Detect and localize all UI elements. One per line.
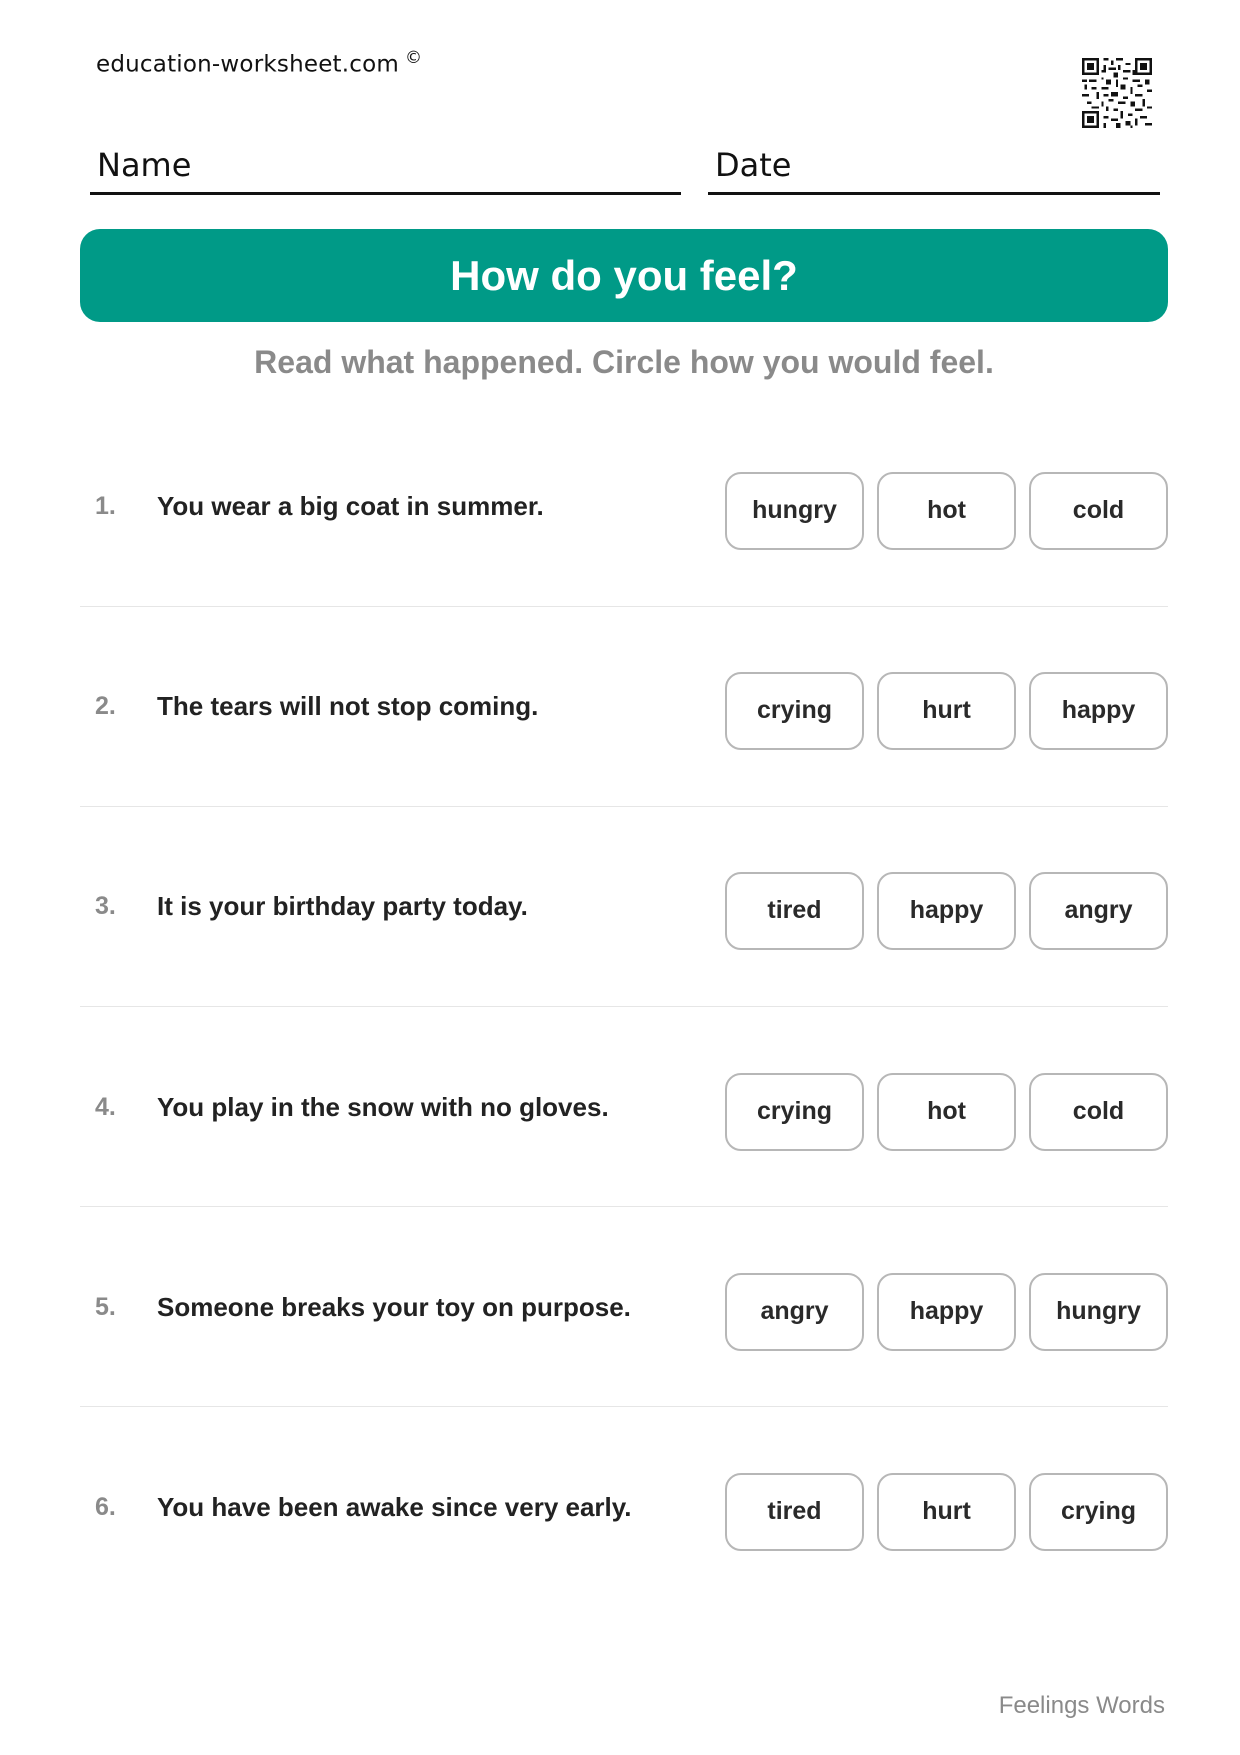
question-number: 4. (95, 1093, 116, 1121)
option-group (725, 1273, 1168, 1351)
option-button[interactable]: crying (725, 672, 864, 750)
option-button[interactable]: crying (1029, 1473, 1168, 1551)
option-button[interactable]: happy (877, 872, 1016, 950)
option-button[interactable]: happy (1029, 672, 1168, 750)
question-text: You have been awake since very early. (157, 1492, 632, 1522)
question-text: You play in the snow with no gloves. (157, 1092, 609, 1122)
option-button[interactable]: tired (725, 872, 864, 950)
question-number: 3. (95, 892, 116, 920)
option-group (725, 472, 1168, 550)
question-row-1 (80, 406, 1168, 607)
option-button[interactable]: hungry (725, 472, 864, 550)
question-text: It is your birthday party today. (157, 891, 528, 921)
title-banner: How do you feel? (80, 229, 1168, 322)
option-button[interactable]: angry (725, 1273, 864, 1351)
name-field[interactable] (90, 140, 681, 195)
option-button[interactable]: hurt (877, 1473, 1016, 1551)
qr-code-icon (1082, 58, 1152, 128)
option-button[interactable]: crying (725, 1073, 864, 1151)
site-name (96, 48, 422, 78)
copyright-symbol: © (405, 48, 423, 68)
site-url: education-worksheet.com (96, 51, 399, 78)
option-button[interactable]: hungry (1029, 1273, 1168, 1351)
question-text: Someone breaks your toy on purpose. (157, 1292, 631, 1322)
option-group (725, 872, 1168, 950)
question-row-6 (80, 1407, 1168, 1608)
option-button[interactable]: cold (1029, 472, 1168, 550)
question-row-2 (80, 606, 1168, 807)
instructions: Read what happened. Circle how you would feel. (254, 344, 994, 380)
option-button[interactable]: happy (877, 1273, 1016, 1351)
option-button[interactable]: hurt (877, 672, 1016, 750)
option-group (725, 672, 1168, 750)
question-row-4 (80, 1007, 1168, 1208)
date-field[interactable] (708, 140, 1160, 195)
question-text: You wear a big coat in summer. (157, 491, 544, 521)
option-group (725, 1073, 1168, 1151)
option-group (725, 1473, 1168, 1551)
question-row-5 (80, 1207, 1168, 1408)
name-label: Name (97, 146, 192, 184)
option-button[interactable]: cold (1029, 1073, 1168, 1151)
question-text: The tears will not stop coming. (157, 691, 539, 721)
option-button[interactable]: hot (877, 1073, 1016, 1151)
date-label: Date (715, 146, 792, 184)
question-number: 1. (95, 492, 116, 520)
option-button[interactable]: tired (725, 1473, 864, 1551)
question-number: 5. (95, 1293, 116, 1321)
footer-topic: Feelings Words (998, 1692, 1165, 1719)
question-number: 6. (95, 1493, 116, 1521)
option-button[interactable]: hot (877, 472, 1016, 550)
question-number: 2. (95, 692, 116, 720)
question-row-3 (80, 806, 1168, 1007)
option-button[interactable]: angry (1029, 872, 1168, 950)
